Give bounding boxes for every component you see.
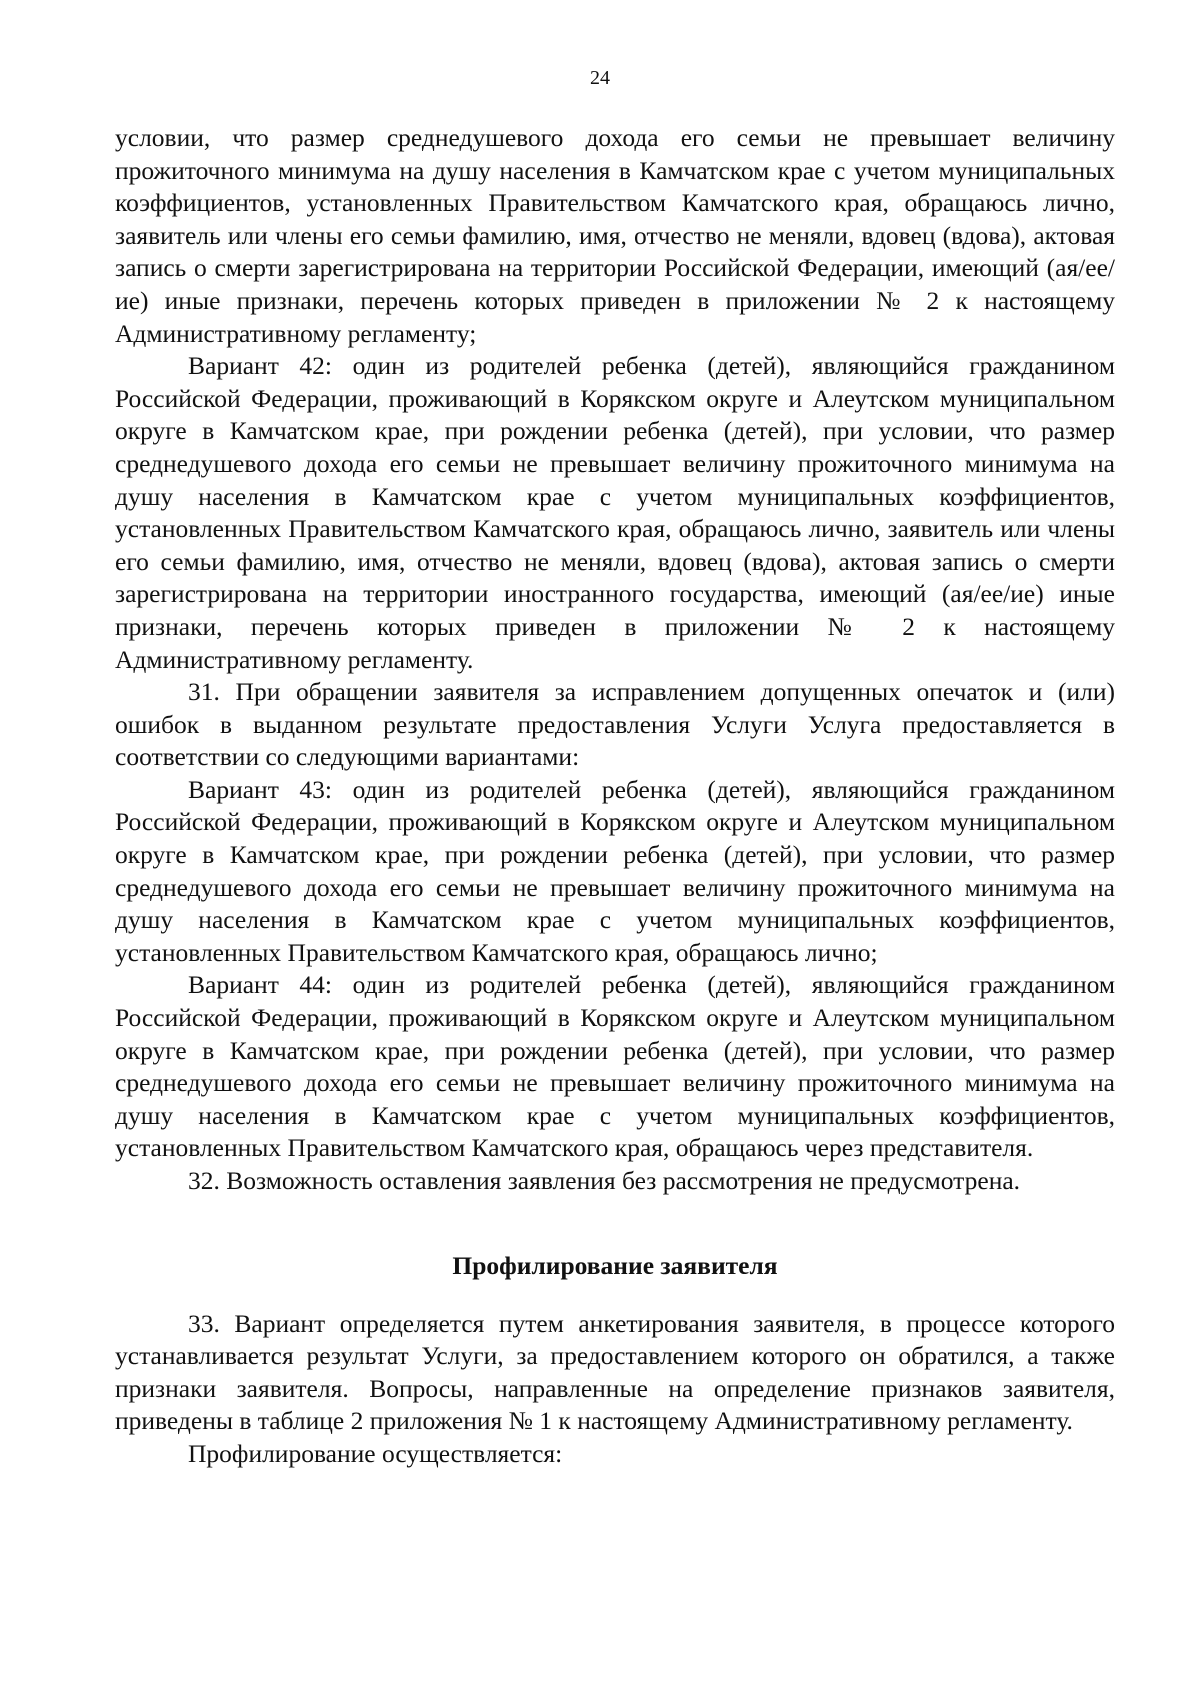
paragraph-variant-43: Вариант 43: один из родителей ребенка (детей), являющийся гражданином Российской Федерации, проживающий в Корякском округе и Алеутском муниципальном округе в Камчатском крае, при рождении ребенка (детей), при условии, что размер среднедушевого дохода его семьи не превышает величину прожиточного минимума на душу населения в Камчатском крае с учетом муниципальных коэффициентов, установленных Правительством Камчатского края, обращаюсь лично; [115,774,1115,967]
paragraph-variant-44: Вариант 44: один из родителей ребенка (детей), являющийся гражданином Российской Федерации, проживающий в Корякском округе и Алеутском муниципальном округе в Камчатском крае, при рождении ребенка (детей), при условии, что размер среднедушевого дохода его семьи не превышает величину прожиточного минимума на душу населения в Камчатском крае с учетом муниципальных коэффициентов, установленных Правительством Камчатского края, обращаюсь через представителя. [115,970,1115,1163]
paragraph: Профилирование осуществляется: [188,1438,563,1468]
paragraph-variant-42: Вариант 42: один из родителей ребенка (детей), являющийся гражданином Российской Федерации, проживающий в Корякском округе и Алеутском муниципальном округе в Камчатском крае, при рождении ребенка (детей), при условии, что размер среднедушевого дохода его семьи не превышает величину прожиточного минимума на душу населения в Камчатском крае с учетом муниципальных коэффициентов, установленных Правительством Камчатского края, обращаюсь лично, заявитель или члены его семьи фамилию, имя, отчество не меняли, вдовец (вдова), актовая запись о смерти зарегистрирована на территории иностранного государства, имеющий (ая/ее/ие) иные признаки, перечень которых приведен в приложении № 2 к настоящему Административному регламенту. [115,351,1115,674]
paragraph-item-32: 32. Возможность оставления заявления без рассмотрения не предусмотрена. [188,1166,1021,1195]
paragraph: условии, что размер среднедушевого дохода его семьи не превышает величину прожиточного минимума на душу населения в Камчатском крае с учетом муниципальных коэффициентов, установленных Правительством Камчатского края, обращаюсь лично, заявитель или члены его семьи фамилию, имя, отчество не меняли, вдовец (вдова), актовая запись о смерти зарегистрирована на территории Российской Федерации, имеющий (ая/ее/ие) иные признаки, перечень которых приведен в приложении № 2 к настоящему Административному регламенту; [115,123,1115,348]
paragraph-item-31: 31. При обращении заявителя за исправлением допущенных опечаток и (или) ошибок в выданном результате предоставления Услуги Услуга предоставляется в соответствии со следующими вариантами: [115,677,1115,772]
document-body [115,122,1115,1471]
section-heading: Профилирование заявителя [452,1250,778,1280]
page-number: 24 [590,67,610,89]
paragraph-item-33: 33. Вариант определяется путем анкетирования заявителя, в процессе которого устанавливается результат Услуги, за предоставлением которого он обратился, а также признаки заявителя. Вопросы, направленные на определение признаков заявителя, приведены в таблице 2 приложения № 1 к настоящему Административному регламенту. [115,1308,1115,1436]
